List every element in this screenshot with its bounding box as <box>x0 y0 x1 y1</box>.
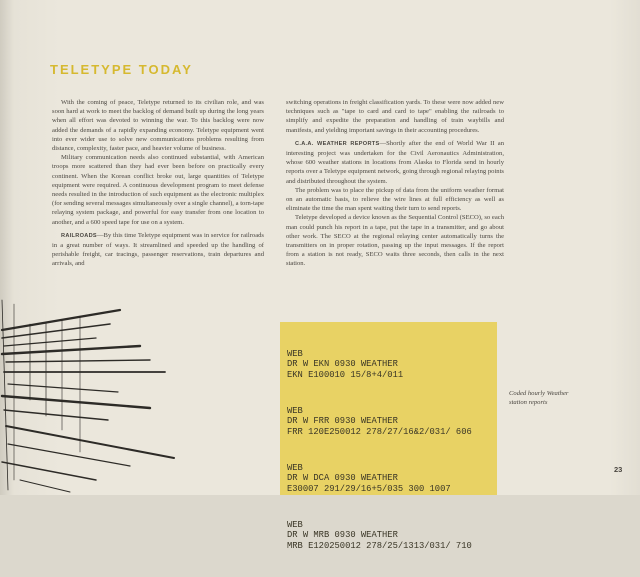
paragraph <box>52 98 264 153</box>
report-data: EKN E100010 15/8+4/011 <box>287 370 404 381</box>
weather-report <box>287 520 472 552</box>
report-data: E30007 291/29/16+5/035 300 1007 <box>287 484 451 495</box>
report-line: DR W FRR 0930 WEATHER <box>287 416 398 427</box>
report-header: WEB <box>287 519 303 530</box>
paragraph-text: By this time Teletype equipment was in service for railroads in a great number of ways. It streamlined and speeded up the handling of perishable freight, car tracings, passenger reservations, train departures and arrivals, and <box>52 231 264 268</box>
report-header: WEB <box>287 348 303 359</box>
figure-caption: Coded hourly Weather station reports <box>509 390 569 406</box>
report-header: WEB <box>287 405 303 416</box>
paragraph-text: Teletype developed a device known as the Sequential Control (SECO), so each man could punch his report in a tape, put the tape in a transmitter, and go about other work. The SECO at the regional relaying center automatically turns the transmitters on in proper rotation, passing up the input messages. If the report from a station is not ready, SECO waits three seconds, then calls in the next station. <box>286 214 504 268</box>
page-number: 23 <box>614 465 623 474</box>
report-line: DR W MRB 0930 WEATHER <box>287 530 398 541</box>
left-column <box>52 98 264 269</box>
weather-report <box>287 406 472 438</box>
paragraph-text: Military communication needs also continued substantial, with American troops more scattered than they had ever been before on practically every continent. When the Korean conflict broke out, large quantities of Teletype equipment were required. A continuous development program to meet defense needs resulted in the introduction of such equipment as the electronic multiplex (for sending several messages simultaneously over a single channel), a torn-tape relaying system package, and powerful for easy transfer from one location to another, and a 600 speed tape for use on a system. <box>52 154 264 226</box>
decorative-line-art <box>0 280 190 495</box>
teletype-text <box>287 327 472 577</box>
report-header: WEB <box>287 462 303 473</box>
paragraph-text: Shortly after the end of World War II an interesting project was undertaken for the Civil Aeronautics Administration, whose 600 weather stations in locations from Alaska to Florida send in hourly reports over a Teletype equipment network, going through regional relaying points and distributed throughout the system. <box>286 139 504 185</box>
paragraph <box>286 186 504 214</box>
weather-report <box>287 463 472 495</box>
report-data: FRR 120E250012 278/27/16&2/031/ 606 <box>287 427 472 438</box>
report-line: DR W EKN 0930 WEATHER <box>287 359 398 370</box>
paragraph-text: With the coming of peace, Teletype returned to its civilian role, and was soon hard at work to meet the backlog of demand built up during the long years when all effort was devoted to winning the war. To this backlog were now added the demands of a rapidly expanding economy. Teletype equipment went into ever wider use to solve new communications problems resulting from distance, complexity, faster pace, and heavier volume of business. <box>52 99 264 153</box>
page-title: TELETYPE TODAY <box>50 62 193 77</box>
paragraph <box>286 213 504 268</box>
paragraph-text: The problem was to place the pickup of data from the uniform weather format on an automatic basis, to relieve the wire lines at full efficiency as well as eliminate the time the man spent waiting their turn to send reports. <box>286 186 504 213</box>
report-data: MRB E120250012 278/25/1313/031/ 710 <box>287 541 472 552</box>
right-column <box>286 98 504 269</box>
paragraph <box>286 98 504 135</box>
paragraph: C.A.A. WEATHER REPORTS—Shortly after the end of World War II an interesting project was undertaken for the Civil Aeronautics Administration, whose 600 weather stations in locations from Alaska to Florida send in hourly reports over a Teletype equipment network, going through regional relaying points and distributed throughout the system. <box>286 139 504 185</box>
paragraph: RAILROADS—By this time Teletype equipment was in service for railroads in a great number of ways. It streamlined and speeded up the handling of perishable freight, car tracings, passenger reservations, train departures and arrivals, and <box>52 231 264 268</box>
weather-report <box>287 349 472 381</box>
report-line: DR W DCA 0930 WEATHER <box>287 473 398 484</box>
teletype-printout <box>280 322 497 552</box>
paragraph-text: switching operations in freight classification yards. To these were now added new techniques such as "tape to card and card to tape" enabling the railroads to simplify and expedite the preparation and handling of train waybills and manifests, and yielding important savings in their accounting procedures. <box>286 99 504 134</box>
section-heading-railroads: RAILROADS <box>61 232 97 239</box>
paragraph <box>52 153 264 227</box>
section-heading-caa-weather: C.A.A. WEATHER REPORTS <box>295 140 380 147</box>
